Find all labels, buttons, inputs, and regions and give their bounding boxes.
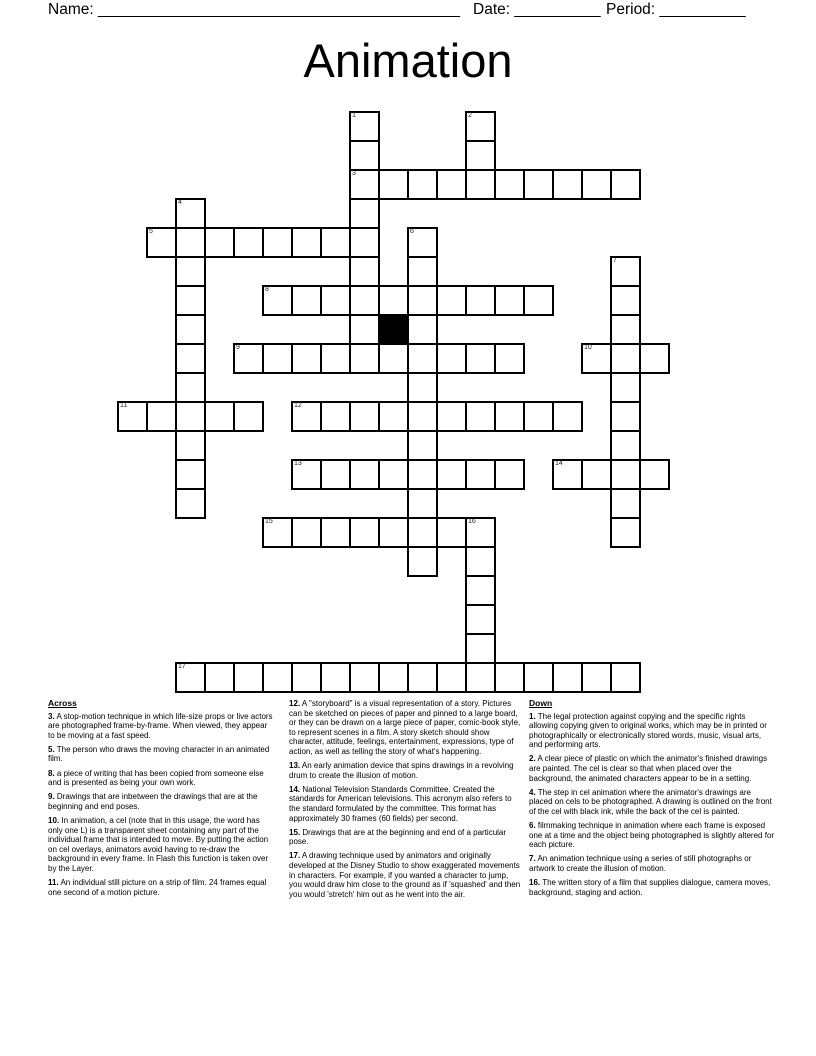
- clue-number: 12.: [289, 699, 301, 708]
- down-clues: [529, 712, 775, 898]
- clues-column-across: [48, 699, 275, 902]
- grid-cell[interactable]: [407, 169, 438, 200]
- name-field-group: [48, 1, 460, 19]
- grid-cell[interactable]: [494, 285, 525, 316]
- grid-cell[interactable]: [175, 343, 206, 374]
- grid-cell[interactable]: [233, 662, 264, 693]
- clue-item: 6. filmmaking technique in animation where each frame is exposed one at a time and the object being photographed is slightly altered for each picture.: [529, 821, 775, 850]
- grid-cell[interactable]: [262, 517, 293, 548]
- grid-cell[interactable]: [407, 343, 438, 374]
- grid-cell[interactable]: [320, 401, 351, 432]
- grid-cell[interactable]: [494, 459, 525, 490]
- grid-cell[interactable]: [436, 459, 467, 490]
- grid-cell[interactable]: [291, 401, 322, 432]
- cell-number: 9: [236, 344, 240, 351]
- clue-number: 13.: [289, 761, 301, 771]
- cell-number: 13: [294, 460, 302, 467]
- name-label: Name:: [48, 1, 94, 18]
- grid-cell[interactable]: [465, 575, 496, 606]
- grid-cell[interactable]: [349, 227, 380, 258]
- cell-number: 4: [178, 199, 182, 206]
- grid-cell[interactable]: [465, 140, 496, 171]
- grid-cell[interactable]: [610, 401, 641, 432]
- grid-cell[interactable]: [407, 546, 438, 577]
- clue-number: 14.: [289, 784, 301, 794]
- grid-cell[interactable]: [465, 401, 496, 432]
- grid-cell[interactable]: [175, 285, 206, 316]
- clue-item: 10. In animation, a cel (note that in this usage, the word has only one L) is a transparent sheet containing any part of the individual frame that is intended to move. By putting the action on cel overlays, animators avoid having to re-draw the background in every frame. In Flash this function is taken over by the Layer.: [48, 815, 269, 873]
- clue-item: 14. National Television Standards Committee. Created the standards for American televisions. This acronym also refers to the standard formulated by the committee. This format has approximately 30 frames (60 fields) per second.: [289, 784, 512, 823]
- grid-cell[interactable]: [175, 401, 206, 432]
- grid-cell[interactable]: [146, 401, 177, 432]
- grid-cell[interactable]: [204, 227, 235, 258]
- grid-cell[interactable]: [407, 256, 438, 287]
- period-field-group: [606, 1, 746, 19]
- page-title: Animation: [303, 34, 513, 87]
- grid-cell[interactable]: [436, 285, 467, 316]
- clue-item: 4. The step in cel animation where the animator's drawings are placed on cels to be photographed. A drawing is outlined on the front of the cel with black ink, while the back of the cel is painted.: [529, 787, 772, 816]
- clue-number: 6.: [529, 821, 536, 831]
- grid-cell[interactable]: [233, 401, 264, 432]
- grid-cell[interactable]: [175, 227, 206, 258]
- grid-cell[interactable]: [378, 459, 409, 490]
- grid-cell[interactable]: [175, 314, 206, 345]
- grid-cell[interactable]: [378, 169, 409, 200]
- clue-item: 8. a piece of writing that has been copied from someone else and is presented as being your own work.: [48, 768, 264, 788]
- grid-cell[interactable]: [175, 488, 206, 519]
- clues-column-down: [529, 699, 775, 902]
- grid-cell[interactable]: [494, 169, 525, 200]
- grid-cell[interactable]: [262, 227, 293, 258]
- clue-number: 10.: [48, 815, 60, 825]
- grid-cell[interactable]: [349, 343, 380, 374]
- cell-number: 14: [555, 460, 563, 467]
- grid-cell[interactable]: [436, 662, 467, 693]
- cell-number: 3: [352, 170, 356, 177]
- grid-cell[interactable]: [639, 459, 670, 490]
- grid-cell[interactable]: [610, 169, 641, 200]
- cell-number: 5: [149, 228, 153, 235]
- period-label: Period:: [606, 1, 656, 18]
- grid-cell[interactable]: [378, 517, 409, 548]
- grid-cell[interactable]: [175, 459, 206, 490]
- grid-cell[interactable]: [378, 285, 409, 316]
- grid-cell[interactable]: [552, 401, 583, 432]
- grid-cell[interactable]: [291, 227, 322, 258]
- grid-cell[interactable]: [407, 372, 438, 403]
- clue-number: 9.: [48, 792, 55, 802]
- clue-item: 17. A drawing technique used by animators and originally developed at the Disney Studio to show exaggerated movements in characters. For example, if you wanted a character to jump, you would draw him close to the ground as if 'squashed' and then you would 'stretch' him out as he went into the air.: [289, 851, 521, 899]
- grid-cell[interactable]: [349, 256, 380, 287]
- clue-item: 5. The person who draws the moving character in an animated film.: [48, 744, 270, 764]
- grid-cell[interactable]: [320, 517, 351, 548]
- grid-cell[interactable]: [378, 662, 409, 693]
- grid-cell[interactable]: [610, 372, 641, 403]
- grid-cell[interactable]: [581, 343, 612, 374]
- date-blank-line[interactable]: __________: [514, 1, 601, 18]
- grid-cell[interactable]: [552, 169, 583, 200]
- grid-cell[interactable]: [494, 662, 525, 693]
- grid-cell[interactable]: [407, 314, 438, 345]
- down-header: Down: [529, 698, 553, 708]
- across-clues-part2: [289, 699, 522, 899]
- grid-cell[interactable]: [407, 430, 438, 461]
- grid-cell[interactable]: [465, 459, 496, 490]
- grid-cell[interactable]: [465, 546, 496, 577]
- grid-cell[interactable]: [523, 285, 554, 316]
- grid-cell[interactable]: [523, 662, 554, 693]
- grid-cell[interactable]: [175, 256, 206, 287]
- clue-number: 1.: [529, 711, 536, 721]
- clue-number: 15.: [289, 827, 301, 837]
- grid-cell[interactable]: [552, 459, 583, 490]
- grid-cell[interactable]: [349, 140, 380, 171]
- clue-number: 3.: [48, 711, 55, 721]
- grid-cell[interactable]: [349, 169, 380, 200]
- grid-cell[interactable]: [291, 285, 322, 316]
- clue-number: 2.: [529, 754, 536, 764]
- grid-cell[interactable]: [436, 401, 467, 432]
- grid-cell[interactable]: [639, 343, 670, 374]
- clue-item: 15. Drawings that are at the beginning and end of a particular pose.: [289, 827, 507, 847]
- grid-cell[interactable]: [581, 662, 612, 693]
- grid-cell[interactable]: [407, 227, 438, 258]
- grid-cell[interactable]: [378, 343, 409, 374]
- grid-cell[interactable]: [378, 401, 409, 432]
- clue-item: 9. Drawings that are inbetween the drawings that are at the beginning and end poses.: [48, 792, 258, 811]
- grid-cell[interactable]: [262, 285, 293, 316]
- grid-cell[interactable]: [407, 285, 438, 316]
- grid-cell[interactable]: [117, 401, 148, 432]
- date-field-group: [473, 1, 601, 19]
- cell-number: 1: [352, 112, 356, 119]
- clue-number: 17.: [289, 851, 301, 861]
- grid-cell[interactable]: [175, 430, 206, 461]
- clue-number: 4.: [529, 787, 536, 797]
- clue-number: 7.: [529, 854, 536, 864]
- cell-number: 15: [265, 518, 273, 525]
- grid-cell[interactable]: [349, 459, 380, 490]
- cell-number: 12: [294, 402, 302, 409]
- grid-cell[interactable]: [349, 111, 380, 142]
- grid-cell[interactable]: [349, 662, 380, 693]
- grid-cell[interactable]: [465, 633, 496, 664]
- grid-cell[interactable]: [523, 169, 554, 200]
- grid-cell[interactable]: [610, 430, 641, 461]
- grid-cell[interactable]: [320, 343, 351, 374]
- cell-number: 11: [120, 402, 128, 409]
- clue-item: 7. An animation technique using a series of still photographs or artwork to create the illusion of motion.: [529, 854, 752, 873]
- grid-cell[interactable]: [610, 662, 641, 693]
- clue-number: 16.: [529, 878, 541, 887]
- clues-column-across-cont: [289, 699, 522, 904]
- clue-item: 12. A "storyboard" is a visual representation of a story. Pictures can be sketched on pieces of paper and pinned to a large board, or they can be drawn on a large piece of paper, comic-book style, to represent scenes in a film. A story sketch should show character, attitude, feelings, entertainment, expressions, type of action, as well as telling the story of what's happening.: [289, 699, 521, 756]
- grid-cell[interactable]: [494, 401, 525, 432]
- grid-cell[interactable]: [320, 662, 351, 693]
- clue-item: 11. An individual still picture on a strip of film. 24 frames equal one second of a motion picture.: [48, 878, 267, 897]
- across-header: Across: [48, 698, 77, 708]
- grid-cell[interactable]: [175, 198, 206, 229]
- grid-cell[interactable]: [262, 662, 293, 693]
- date-label: Date:: [473, 1, 511, 18]
- grid-cell[interactable]: [320, 227, 351, 258]
- grid-cell[interactable]: [465, 111, 496, 142]
- grid-cell[interactable]: [349, 285, 380, 316]
- clue-item: 1. The legal protection against copying and the specific rights allowing copying given to original works, which may be in printed or photographically or electronically stored words, music, visual arts, and performing arts.: [529, 711, 767, 750]
- grid-cell[interactable]: [349, 401, 380, 432]
- cell-number: 17: [178, 663, 186, 670]
- grid-cell[interactable]: [349, 314, 380, 345]
- grid-cell[interactable]: [610, 517, 641, 548]
- grid-cell[interactable]: [320, 459, 351, 490]
- grid-cell[interactable]: [610, 488, 641, 519]
- grid-cell[interactable]: [436, 169, 467, 200]
- grid-cell[interactable]: [581, 459, 612, 490]
- grid-cell[interactable]: [552, 662, 583, 693]
- grid-cell[interactable]: [320, 285, 351, 316]
- name-blank-line[interactable]: __________________________________________: [97, 1, 461, 18]
- grid-cell[interactable]: [233, 343, 264, 374]
- grid-cell[interactable]: [610, 343, 641, 374]
- grid-cell[interactable]: [465, 169, 496, 200]
- grid-cell[interactable]: [233, 227, 264, 258]
- across-clues-part1: [48, 712, 275, 898]
- grid-cell[interactable]: [465, 343, 496, 374]
- grid-cell[interactable]: [291, 662, 322, 693]
- grid-cell[interactable]: [291, 517, 322, 548]
- grid-cell[interactable]: [436, 517, 467, 548]
- cell-number: 8: [265, 286, 269, 293]
- clue-item: 2. A clear piece of plastic on which the animator's finished drawings are painted. The cel is clear so that when placed over the background, the animated characters appear to be in a setting.: [529, 754, 768, 783]
- grid-cell[interactable]: [581, 169, 612, 200]
- clue-item: 13. An early animation device that spins drawings in a revolving drum to create the illusion of motion.: [289, 761, 514, 780]
- grid-cell[interactable]: [175, 372, 206, 403]
- grid-cell[interactable]: [610, 256, 641, 287]
- grid-cell[interactable]: [262, 343, 293, 374]
- grid-cell[interactable]: [175, 662, 206, 693]
- clue-number: 11.: [48, 878, 59, 887]
- period-blank-line[interactable]: __________: [659, 1, 746, 18]
- grid-cell[interactable]: [465, 662, 496, 693]
- grid-cell[interactable]: [407, 488, 438, 519]
- clue-item: 16. The written story of a film that supplies dialogue, camera moves, background, staging and action.: [529, 878, 771, 897]
- black-cell: [378, 314, 409, 345]
- cell-number: 7: [613, 257, 617, 264]
- clue-number: 5.: [48, 744, 55, 754]
- grid-cell[interactable]: [523, 401, 554, 432]
- cell-number: 2: [468, 112, 472, 119]
- grid-cell[interactable]: [204, 401, 235, 432]
- grid-cell[interactable]: [465, 604, 496, 635]
- cell-number: 16: [468, 518, 476, 525]
- grid-cell[interactable]: [407, 662, 438, 693]
- grid-cell[interactable]: [610, 459, 641, 490]
- crossword-grid: [117, 111, 670, 693]
- grid-cell[interactable]: [465, 285, 496, 316]
- grid-cell[interactable]: [610, 314, 641, 345]
- grid-cell[interactable]: [407, 517, 438, 548]
- grid-cell[interactable]: [407, 459, 438, 490]
- grid-cell[interactable]: [204, 662, 235, 693]
- grid-cell[interactable]: [494, 343, 525, 374]
- clue-number: 8.: [48, 768, 55, 778]
- grid-cell[interactable]: [146, 227, 177, 258]
- grid-cell[interactable]: [610, 285, 641, 316]
- cell-number: 6: [410, 228, 414, 235]
- grid-cell[interactable]: [407, 401, 438, 432]
- grid-cell[interactable]: [349, 517, 380, 548]
- grid-cell[interactable]: [349, 198, 380, 229]
- grid-cell[interactable]: [291, 343, 322, 374]
- grid-cell[interactable]: [436, 343, 467, 374]
- cell-number: 10: [584, 344, 592, 351]
- grid-cell[interactable]: [465, 517, 496, 548]
- clue-item: 3. A stop-motion technique in which life-size props or live actors are photographed frame-by-frame. When viewed, they appear to be moving at a fast speed.: [48, 711, 273, 740]
- grid-cell[interactable]: [291, 459, 322, 490]
